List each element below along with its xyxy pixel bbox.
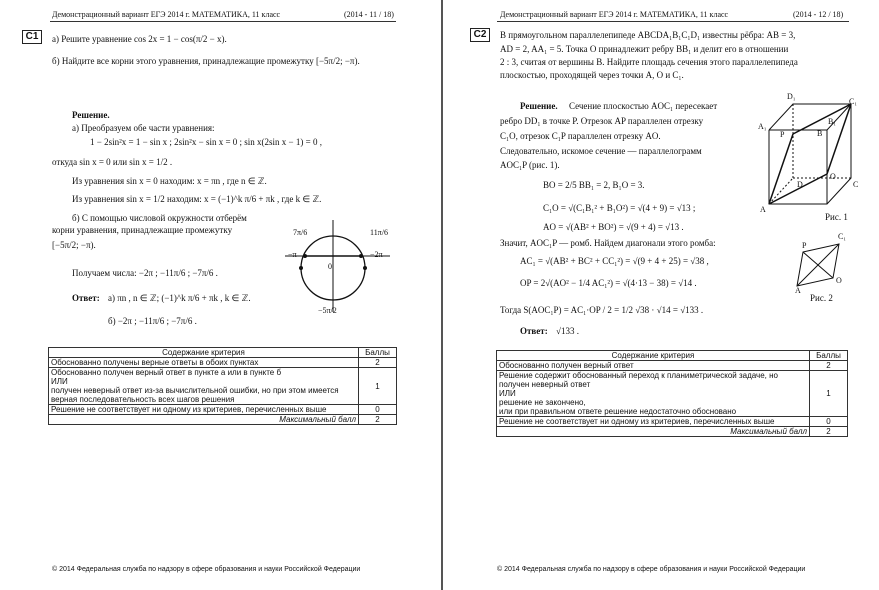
c2-task-l4: плоскостью, проходящей через точки A, O и C₁. (500, 70, 684, 80)
c2-task-l3: 2 : 3, считая от вершины B. Найдите площадь сечения этого параллелепипеда (500, 57, 798, 67)
cube-label-a: A (760, 205, 766, 214)
box-outline (769, 104, 851, 204)
parallelepiped-figure (763, 100, 863, 210)
c1-eq2: откуда sin x = 0 или sin x = 1/2 . (52, 157, 173, 167)
task-c1-part-a: а) Решите уравнение cos 2x = 1 − cos(π/2 − x). (52, 34, 227, 44)
c1-sol-b3: [−5π/2; −π). (52, 240, 96, 250)
cube-label-c: C (853, 180, 859, 189)
c1-solution-title: Решение. (72, 110, 110, 120)
c2-crit-max-points: 2 (810, 427, 848, 437)
c1-crit-row0: Обоснованно получены верные ответы в обоих пунктах (49, 358, 359, 368)
right-footer: © 2014 Федеральная служба по надзору в сфере образования и науки Российской Федерации (497, 566, 806, 573)
c2-crit-row2: Решение не соответствует ни одному из критериев, перечисленных выше (497, 417, 810, 427)
right-header-title: Демонстрационный вариант ЕГЭ 2014 г. МАТЕМАТИКА, 11 класс (500, 10, 729, 19)
c1-answer-a: а) πn , n ∈ ℤ; (−1)^k π/6 + πk , k ∈ ℤ. (108, 293, 251, 303)
cube-label-c1: C₁ (849, 97, 858, 106)
c1-numbers: Получаем числа: −2π ; −11π/6 ; −7π/6 . (72, 268, 218, 278)
circle-label-7pi6: 7π/6 (293, 228, 308, 237)
c1-criteria-table (48, 347, 397, 425)
c2-sol-l2: ребро DD₁ в точке P. Отрезок AP параллелен отрезку (500, 116, 704, 126)
task-c2-label: С2 (470, 28, 490, 42)
cube-label-b1: B₁ (828, 117, 837, 126)
left-header-rule (50, 21, 396, 22)
c2-sol-l1: Сечение плоскостью AOC₁ пересекает (569, 101, 718, 111)
circle-label-bottom: −5π/2 (318, 306, 337, 315)
c2-task-l2: AD = 2, AA₁ = 5. Точка O принадлежит ребру BB₁ и делит его в отношении (500, 44, 789, 54)
c1-sol-b2: корни уравнения, принадлежащие промежутку (52, 225, 233, 235)
circle-label-11pi6: 11π/6 (370, 228, 388, 237)
cube-label-b: B (817, 129, 823, 138)
cube-label-a1: A₁ (758, 122, 767, 131)
task-c1-part-b: б) Найдите все корни этого уравнения, принадлежащие промежутку [−5π/2; −π). (52, 56, 360, 66)
c1-crit-row2-points: 0 (359, 405, 397, 415)
rhomb-label-a: A (795, 286, 801, 295)
point-11pi6 (359, 254, 363, 258)
c2-task-l1: В прямоугольном параллелепипеде ABCDA₁B₁C₁D₁ известны рёбра: AB = 3, (500, 30, 796, 40)
right-page (445, 0, 879, 590)
c2-crit-max-label: Максимальный балл (497, 427, 810, 437)
left-header-title: Демонстрационный вариант ЕГЭ 2014 г. МАТЕМАТИКА, 11 класс (52, 10, 281, 19)
c2-crit-row0: Обоснованно получен верный ответ (497, 361, 810, 371)
c2-crit-head-points: Баллы (810, 351, 848, 361)
c2-crit-row1: Решение содержит обоснованный переход к планиметрической задаче, но получен неверный ответ ИЛИ решение не закончено, или при правильном ответе решение недостаточно обосновано (497, 371, 810, 417)
c1-eq3: Из уравнения sin x = 0 находим: x = πn , где n ∈ ℤ. (72, 176, 267, 186)
c1-crit-head-points: Баллы (359, 348, 397, 358)
task-c1-label: С1 (22, 30, 42, 44)
circle-label-zero: 0 (328, 262, 332, 271)
c1-crit-row1-points: 1 (359, 368, 397, 405)
c2-crit-row0-points: 2 (810, 361, 848, 371)
c2-sol-l3: C₁O, отрезок C₁P параллелен отрезку AO. (500, 131, 661, 141)
c1-crit-head: Содержание критерия (49, 348, 359, 358)
circle-label-minus-2pi: −2π (370, 250, 383, 259)
c1-answer-b: б) −2π ; −11π/6 ; −7π/6 . (108, 316, 197, 326)
edge-ad-hidden (769, 178, 793, 204)
rhomb-label-p: P (802, 241, 807, 250)
rhomb-label-o: O (836, 276, 842, 285)
c2-solution-title: Решение. (520, 101, 558, 111)
c2-crit-head: Содержание критерия (497, 351, 810, 361)
c2-rhombus: Значит, AOC₁P — ромб. Найдем диагонали этого ромба: (500, 238, 716, 248)
c1-eq4: Из уравнения sin x = 1/2 находим: x = (−1)^k π/6 + πk , где k ∈ ℤ. (72, 194, 322, 204)
c1-sol-b1: б) С помощью числовой окружности отберём (72, 213, 247, 223)
c2-eq-op: OP = 2√(AO² − 1/4 AC₁²) = √(4·13 − 38) = √14 . (520, 278, 697, 288)
c2-answer: √133 . (556, 326, 579, 336)
c2-eq-c1o: C₁O = √(C₁B₁² + B₁O²) = √(4 + 9) = √13 ; (543, 203, 696, 213)
c2-eq-s: Тогда S(AOC₁P) = AC₁·OP / 2 = 1/2 √38 · √14 = √133 . (500, 305, 704, 315)
right-header-page: (2014 - 12 / 18) (793, 10, 844, 19)
c2-eq-bo: BO = 2/5 BB₁ = 2, B₁O = 3. (543, 180, 645, 190)
rhomb-label-c1: C₁ (838, 232, 847, 241)
c2-sol-l5: AOC₁P (рис. 1). (500, 160, 560, 170)
right-header-rule (497, 21, 849, 22)
c1-eq1: 1 − 2sin²x = 1 − sin x ; 2sin²x − sin x = 0 ; sin x(2sin x − 1) = 0 , (90, 137, 322, 147)
c2-crit-row2-points: 0 (810, 417, 848, 427)
c1-crit-max-points: 2 (359, 415, 397, 425)
c2-answer-label: Ответ: (520, 326, 548, 336)
cube-label-o: O (830, 172, 836, 181)
circle-label-minus-pi: −π (288, 250, 297, 259)
c1-crit-row2: Решение не соответствует ни одному из критериев, перечисленных выше (49, 405, 359, 415)
c1-sol-a-intro: а) Преобразуем обе части уравнения: (72, 123, 215, 133)
c2-sol-l4: Следовательно, искомое сечение — параллелограмм (500, 146, 702, 156)
c1-crit-row1: Обоснованно получен верный ответ в пункте а или в пункте б ИЛИ получен неверный ответ из-за вычислительной ошибки, но при этом имеется верная последовательность всех шагов решения (49, 368, 359, 405)
cube-label-p: P (780, 130, 785, 139)
cube-label-d1: D₁ (787, 92, 796, 101)
c2-criteria-table (496, 350, 848, 437)
point-minus-pi (299, 266, 303, 270)
c2-crit-row1-points: 1 (810, 371, 848, 417)
c2-eq-ao: AO = √(AB² + BO²) = √(9 + 4) = √13 . (543, 222, 684, 232)
left-footer: © 2014 Федеральная служба по надзору в сфере образования и науки Российской Федерации (52, 566, 361, 573)
left-header-page: (2014 - 11 / 18) (344, 10, 394, 19)
fig2-caption: Рис. 2 (810, 293, 833, 303)
c2-eq-ac1: AC₁ = √(AB² + BC² + CC₁²) = √(9 + 4 + 25) = √38 , (520, 256, 709, 266)
point-minus-2pi (363, 266, 367, 270)
c1-answer-label: Ответ: (72, 293, 100, 303)
c1-crit-max-label: Максимальный балл (49, 415, 359, 425)
diagonal-op (803, 252, 833, 278)
fig1-caption: Рис. 1 (825, 212, 848, 222)
point-7pi6 (303, 254, 307, 258)
c1-crit-row0-points: 2 (359, 358, 397, 368)
cube-label-d: D (797, 180, 803, 189)
